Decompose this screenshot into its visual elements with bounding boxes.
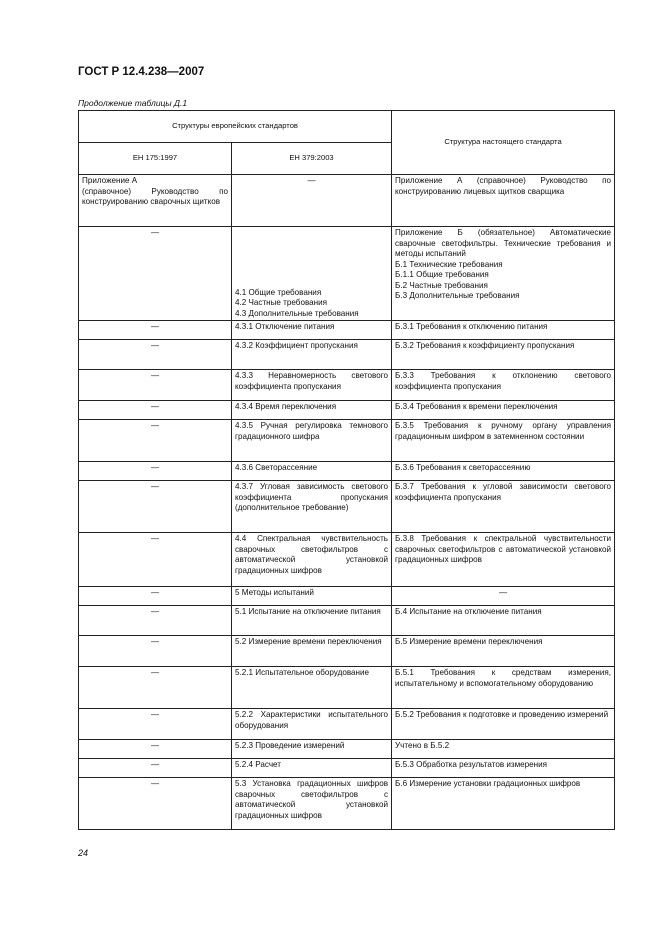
en379-header: ЕН 379:2003 [232, 143, 392, 175]
table-row [79, 606, 615, 636]
cell-en175: — [79, 481, 232, 533]
cell-en175: — [79, 759, 232, 778]
cell-en175: — [79, 227, 232, 321]
cell-en175: — [79, 709, 232, 740]
cell-current: Б.5 Измерение времени переключения [392, 636, 615, 667]
table-row [79, 370, 615, 401]
cell-en175: Приложение А (справочное) Руководство по конструированию сварочных щитков [79, 175, 232, 227]
cell-en175: — [79, 340, 232, 370]
cell-current: Б.6 Измерение установки градационных шифров [392, 778, 615, 830]
cell-en379: 5.2.2 Характеристики испытательного оборудования [232, 709, 392, 740]
page-number: 24 [78, 848, 89, 858]
cell-current: — [392, 587, 615, 606]
cell-current: Б.3.8 Требования к спектральной чувствительности сварочных светофильтров с автоматической установкой градационных шифров [392, 533, 615, 587]
table-row [79, 709, 615, 740]
cell-en175: — [79, 740, 232, 759]
table-row [79, 401, 615, 420]
cell-en379: 4.3.5 Ручная регулировка темнового градационного шифра [232, 420, 392, 462]
table-row [79, 778, 615, 830]
cell-en379: 4.1 Общие требования 4.2 Частные требования 4.3 Дополнительные требования [232, 227, 392, 321]
table-row [79, 420, 615, 462]
cell-en379: 5.2.4 Расчет [232, 759, 392, 778]
cell-en379: 4.3.3 Неравномерность светового коэффициента пропускания [232, 370, 392, 401]
table-row [79, 587, 615, 606]
document-header: ГОСТ Р 12.4.238—2007 [78, 66, 205, 78]
cell-current: Б.3.1 Требования к отключению питания [392, 321, 615, 340]
table-row [79, 175, 615, 227]
cell-en379: 5 Методы испытаний [232, 587, 392, 606]
cell-en379: 4.4 Спектральная чувствительность сварочных светофильтров с автоматической установкой градационных шифров [232, 533, 392, 587]
cell-en379: 5.1 Испытание на отключение питания [232, 606, 392, 636]
cell-current: Б.3.7 Требования к угловой зависимости светового коэффициента пропускания [392, 481, 615, 533]
table-row [79, 340, 615, 370]
current-standard-header: Структура настоящего стандарта [392, 111, 615, 175]
cell-current: Б.3.2 Требования к коэффициенту пропускания [392, 340, 615, 370]
cell-current: Учтено в Б.5.2 [392, 740, 615, 759]
cell-en175: — [79, 606, 232, 636]
cell-en379: 4.3.6 Светорассеяние [232, 462, 392, 481]
table-row [79, 227, 615, 321]
cell-en175: — [79, 462, 232, 481]
cell-en175: — [79, 667, 232, 709]
cell-en379: 5.3 Установка градационных шифров сварочных светофильтров с автоматической установкой градационных шифров [232, 778, 392, 830]
cell-current: Б.5.2 Требования к подготовке и проведению измерений [392, 709, 615, 740]
cell-current: Приложение Б (обязательное) Автоматические сварочные светофильтры. Технические требования и методы испытаний Б.1 Технические требования Б.1.1 Общие требования Б.2 Частные требования Б.3 Дополнительные требования [392, 227, 615, 321]
cell-en175: — [79, 370, 232, 401]
cell-en175: — [79, 321, 232, 340]
cell-en175: — [79, 778, 232, 830]
cell-en175: — [79, 533, 232, 587]
cell-en379: — [232, 175, 392, 227]
cell-en379: 4.3.7 Угловая зависимость светового коэффициента пропускания (дополнительное требование) [232, 481, 392, 533]
cell-en175: — [79, 420, 232, 462]
table-row [79, 636, 615, 667]
cell-current: Б.4 Испытание на отключение питания [392, 606, 615, 636]
table-row [79, 533, 615, 587]
cell-en379: 4.3.4 Время переключения [232, 401, 392, 420]
table-row [79, 321, 615, 340]
table-row [79, 462, 615, 481]
cell-en379: 5.2.3 Проведение измерений [232, 740, 392, 759]
european-standards-header: Структуры европейских стандартов [79, 111, 392, 143]
cell-en175: — [79, 401, 232, 420]
cell-en379: 4.3.2 Коэффициент пропускания [232, 340, 392, 370]
cell-current: Б.3.4 Требования к времени переключения [392, 401, 615, 420]
cell-en379: 4.3.1 Отключение питания [232, 321, 392, 340]
table-row [79, 740, 615, 759]
cell-current: Б.5.3 Обработка результатов измерения [392, 759, 615, 778]
table-row [79, 481, 615, 533]
cell-en175: — [79, 636, 232, 667]
cell-en175: — [79, 587, 232, 606]
cell-en379: 5.2 Измерение времени переключения [232, 636, 392, 667]
table-row [79, 667, 615, 709]
correspondence-table [78, 110, 615, 830]
table-row [79, 759, 615, 778]
cell-current: Б.3.5 Требования к ручному органу управления градационным шифром в затемненном состоянии [392, 420, 615, 462]
en175-header: ЕН 175:1997 [79, 143, 232, 175]
table-caption: Продолжение таблицы Д.1 [78, 98, 188, 108]
cell-en379: 5.2.1 Испытательное оборудование [232, 667, 392, 709]
cell-current: Б.3.3 Требования к отклонению светового коэффициента пропускания [392, 370, 615, 401]
cell-current: Б.5.1 Требования к средствам измерения, испытательному и вспомогательному оборудованию [392, 667, 615, 709]
cell-current: Б.3.6 Требования к светорассеянию [392, 462, 615, 481]
cell-current: Приложение А (справочное) Руководство по конструированию лицевых щитков сварщика [392, 175, 615, 227]
